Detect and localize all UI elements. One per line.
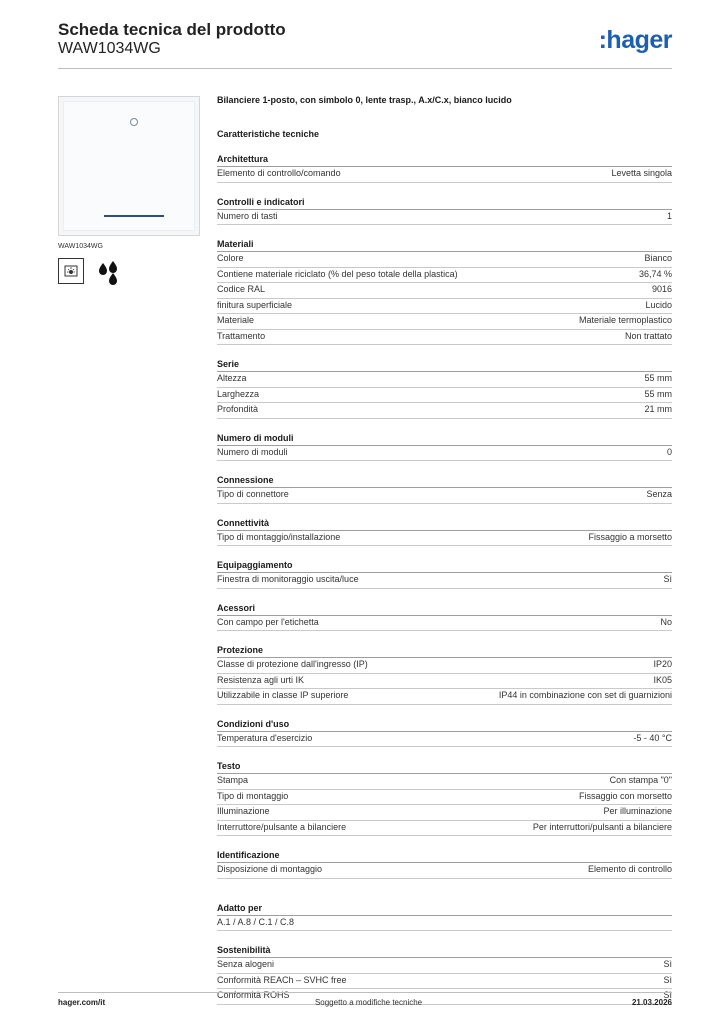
spec-label: Tipo di montaggio/installazione [217,531,341,542]
spec-label: Contiene materiale riciclato (% del peso totale della plastica) [217,268,458,279]
spec-section [217,559,672,589]
spec-row [217,821,672,837]
spec-section-title: Materiali [217,238,672,252]
spec-section-title: Numero di moduli [217,432,672,446]
spec-value: Levetta singola [611,168,672,178]
spec-value: Sì [663,574,672,584]
spec-value: Senza [646,489,672,499]
spec-row [217,388,672,404]
spec-row [217,531,672,547]
spec-value: IP44 in combinazione con set di guarnizioni [498,690,672,700]
spec-sections [217,153,672,1005]
spec-row [217,616,672,632]
footer-website[interactable]: hager.com/it [58,998,106,1007]
footer-date: 21.03.2026 [631,998,672,1007]
spec-row [217,167,672,183]
spec-label: Colore [217,253,244,263]
spec-label: Trattamento [217,330,266,341]
document-title: Scheda tecnica del prodotto [58,20,286,39]
spec-value: Sì [663,959,672,969]
hager-logo: :hager [598,26,672,54]
page-footer [58,998,672,1007]
product-image [58,96,200,236]
spec-label: Classe di protezione dall'ingresso (IP) [217,659,368,669]
spec-row [217,790,672,806]
spec-label: Larghezza [217,388,260,399]
spec-row [217,299,672,315]
spec-row [217,330,672,346]
spec-section [217,358,672,419]
spec-section-title: Architettura [217,153,672,167]
spec-label: Stampa [217,775,249,785]
spec-row [217,732,672,748]
rocker-line [104,215,164,217]
spec-value: 0 [666,446,672,457]
spec-value: No [660,616,672,627]
spec-label: Elemento di controllo/comando [217,168,341,178]
spec-value: IP20 [653,659,672,669]
spec-value: Elemento di controllo [587,864,672,874]
spec-label: Materiale [217,315,255,325]
product-column [58,96,202,286]
spec-section-title: Testo [217,760,672,774]
spec-section-title: Equipaggiamento [217,559,672,573]
product-code: WAW1034WG [58,40,161,57]
spec-value: Non trattato [624,330,672,341]
characteristics-title: Caratteristiche tecniche [217,129,320,139]
product-icons [58,258,202,286]
spec-row [217,314,672,330]
spec-value: -5 - 40 °C [633,732,672,743]
spec-section-title: Identificazione [217,849,672,863]
spec-value: IK05 [653,674,672,685]
spec-label: Temperatura d'esercizio [217,732,313,743]
spec-section-title: Connettività [217,517,672,531]
spec-section-title: Connessione [217,474,672,488]
spec-label: A.1 / A.8 / C.1 / C.8 [217,916,295,927]
spec-label: Disposizione di montaggio [217,864,323,874]
spec-section [217,602,672,632]
spec-value: 9016 [651,284,672,294]
spec-section-title: Protezione [217,644,672,658]
spec-row [217,674,672,690]
spec-row [217,689,672,705]
spec-label: Illuminazione [217,806,270,816]
spec-value: Fissaggio a morsetto [588,531,672,542]
spec-row [217,573,672,589]
spec-row [217,863,672,879]
spec-value: 55 mm [644,388,672,399]
spec-section [217,849,672,879]
spec-row [217,283,672,299]
footer-divider [58,992,672,993]
spec-section-title: Acessori [217,602,672,616]
spec-label: Profondità [217,404,259,414]
spec-value: Bianco [644,253,672,263]
spec-section [217,474,672,504]
spec-row [217,372,672,388]
spec-value: Fissaggio con morsetto [578,790,672,801]
spec-section-title: Controlli e indicatori [217,196,672,210]
spec-section [217,432,672,462]
header-divider [58,68,672,69]
spec-label: Senza alogeni [217,959,275,969]
spec-section-title: Adatto per [217,902,672,916]
spec-row [217,252,672,268]
spec-label: Resistenza agli urti IK [217,674,305,685]
water-drops-icon [94,258,122,286]
product-description: Bilanciere 1-posto, con simbolo 0, lente trasp., A.x/C.x, bianco lucido [217,95,512,105]
spec-label: Tipo di montaggio [217,790,289,801]
rocker-face [63,101,195,231]
spec-row [217,658,672,674]
spec-label: Interruttore/pulsante a bilanciere [217,821,347,832]
page-header [58,20,672,70]
spec-row [217,916,672,932]
spec-value: 55 mm [644,373,672,383]
spec-label: Conformità ROHS [217,990,290,1000]
lighting-symbol-icon [58,258,84,284]
spec-value: Con stampa "0" [609,775,672,785]
spec-row [217,446,672,462]
spec-label: Altezza [217,373,247,383]
spec-section [217,196,672,226]
spec-label: Finestra di monitoraggio uscita/luce [217,574,359,584]
spec-row [217,805,672,821]
spec-row [217,210,672,226]
image-caption: WAW1034WG [58,243,103,250]
specifications-column [217,94,672,1005]
spec-value: 1 [666,210,672,221]
spec-section [217,902,672,932]
footer-note: Soggetto a modifiche tecniche [314,998,423,1007]
spec-value: Per illuminazione [603,806,672,816]
spec-row [217,488,672,504]
spec-value: 36,74 % [638,268,672,279]
spec-label: Codice RAL [217,284,266,294]
spec-label: Numero di tasti [217,210,278,221]
spec-label: finitura superficiale [217,299,293,310]
spec-section [217,718,672,748]
indicator-lens [130,118,138,126]
spec-label: Conformità REACh – SVHC free [217,974,347,985]
spec-label: Numero di moduli [217,446,288,457]
spec-row [217,958,672,974]
spec-section-title: Sostenibilità [217,944,672,958]
spec-value: 21 mm [644,404,672,414]
spec-row [217,974,672,990]
spec-section [217,944,672,1005]
spec-section [217,238,672,345]
spec-section-title: Serie [217,358,672,372]
spec-label: Con campo per l'etichetta [217,616,319,627]
spec-section [217,153,672,183]
spec-row [217,774,672,790]
spec-row [217,268,672,284]
spec-value: Per interruttori/pulsanti a bilanciere [532,821,672,832]
spec-value: Materiale termoplastico [578,315,672,325]
spec-section-title: Condizioni d'uso [217,718,672,732]
spec-label: Tipo di connettore [217,489,289,499]
spec-value: Sì [663,974,672,985]
spec-section [217,644,672,705]
spec-label: Utilizzabile in classe IP superiore [217,690,349,700]
spec-row [217,403,672,419]
spec-value: Lucido [645,299,672,310]
spec-section [217,760,672,836]
spec-value: Sì [663,990,672,1000]
spec-section [217,517,672,547]
